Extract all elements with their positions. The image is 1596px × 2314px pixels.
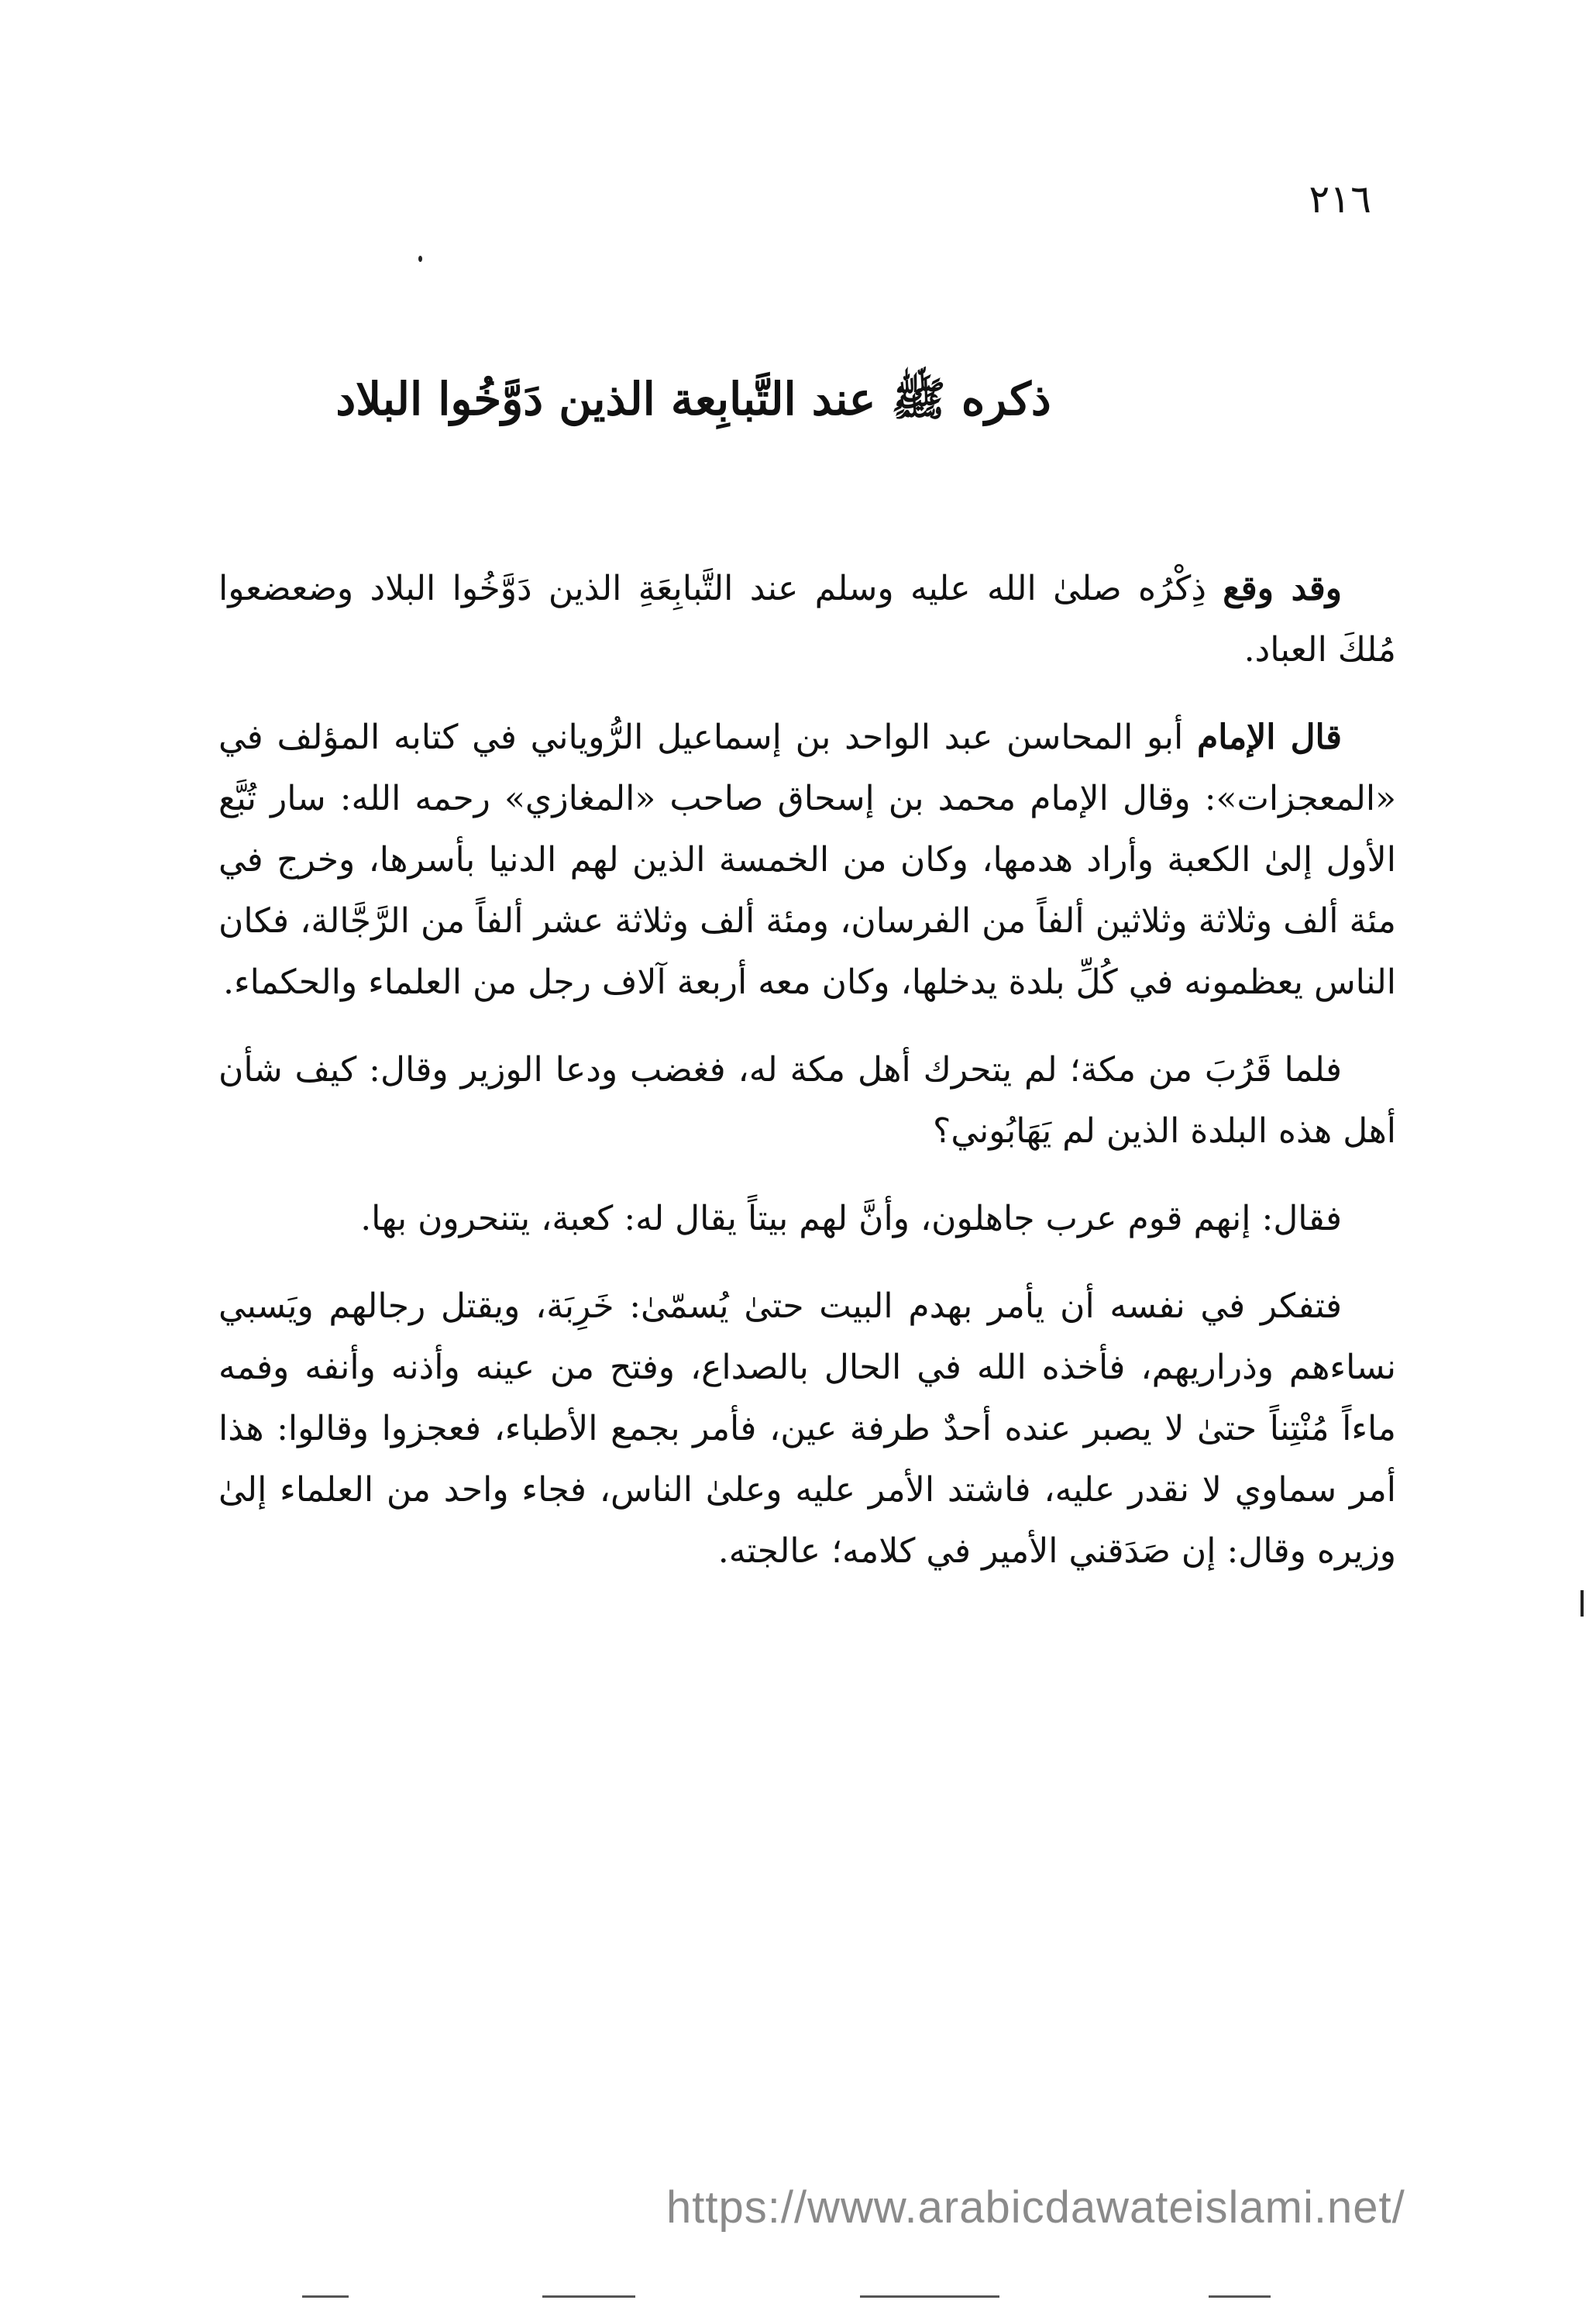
print-speck [418,256,422,262]
paragraph-lead: وقد وقع [1223,569,1342,608]
paragraph-text: أبو المحاسن عبد الواحد بن إسماعيل الرُّوياني في كتابه المؤلف في «المعجزات»: وقال الإمام محمد بن إسحاق صاحب «المغازي» رحمه الله: سار تُبَّع الأول إلىٰ الكعبة وأراد هدمها، وكان من الخمسة الذين لهم الدنيا بأسرها، وخرج في مئة ألف وثلاثة وثلاثين ألفاً من الفرسان، ومئة ألف وثلاثة عشر ألفاً من الرَّجَّالة، فكان الناس يعظمونه في كُلِّ بلدة يدخلها، وكان معه أربعة آلاف رجل من العلماء والحكماء. [218,718,1396,1002]
footer-rule [1209,2295,1271,2298]
paragraph-text: فتفكر في نفسه أن يأمر بهدم البيت حتىٰ يُسمّىٰ: خَرِبَة، ويقتل رجالهم ويَسبي نساءهم وذراريهم، فأخذه الله في الحال بالصداع، وفتح من عينه وأذنه وأنفه وفمه ماءاً مُنْتِناً حتىٰ لا يصبر عنده أحدٌ طرفة عين، فأمر بجمع الأطباء، فعجزوا وقالوا: هذا أمر سماوي لا نقدر عليه، فاشتد الأمر عليه وعلىٰ الناس، فجاء واحد من العلماء إلىٰ وزيره وقال: إن صَدَقني الأمير في كلامه؛ عالجته. [218,1286,1396,1571]
paragraph [218,1039,1396,1162]
chapter-title: ذكره ﷺ عند التَّبابِعة الذين دَوَّخُوا البلاد [335,373,1051,425]
watermark-url: https://www.arabicdawateislami.net/ [666,2182,1405,2233]
footer-rule [302,2295,349,2298]
paragraph-text: ذِكْرُه صلىٰ الله عليه وسلم عند التَّبابِعَةِ الذين دَوَّخُوا البلاد وضعضعوا مُلكَ العباد. [218,569,1396,670]
margin-mark [1581,1590,1584,1617]
paragraph [218,707,1396,1013]
paragraph-lead: قال الإمام [1196,718,1342,757]
footer-rule [542,2295,635,2298]
page-number: ٢١٦ [1309,177,1371,222]
footer-rule [860,2295,999,2298]
body-text [218,558,1396,1608]
paragraph [218,1276,1396,1582]
paragraph-text: فقال: إنهم قوم عرب جاهلون، وأنَّ لهم بيتاً يقال له: كعبة، يتنحرون بها. [360,1199,1342,1238]
paragraph [218,1188,1396,1249]
paragraph-text: فلما قَرُبَ من مكة؛ لم يتحرك أهل مكة له، فغضب ودعا الوزير وقال: كيف شأن أهل هذه البلدة الذين لم يَهَابُوني؟ [218,1050,1396,1151]
paragraph [218,558,1396,680]
